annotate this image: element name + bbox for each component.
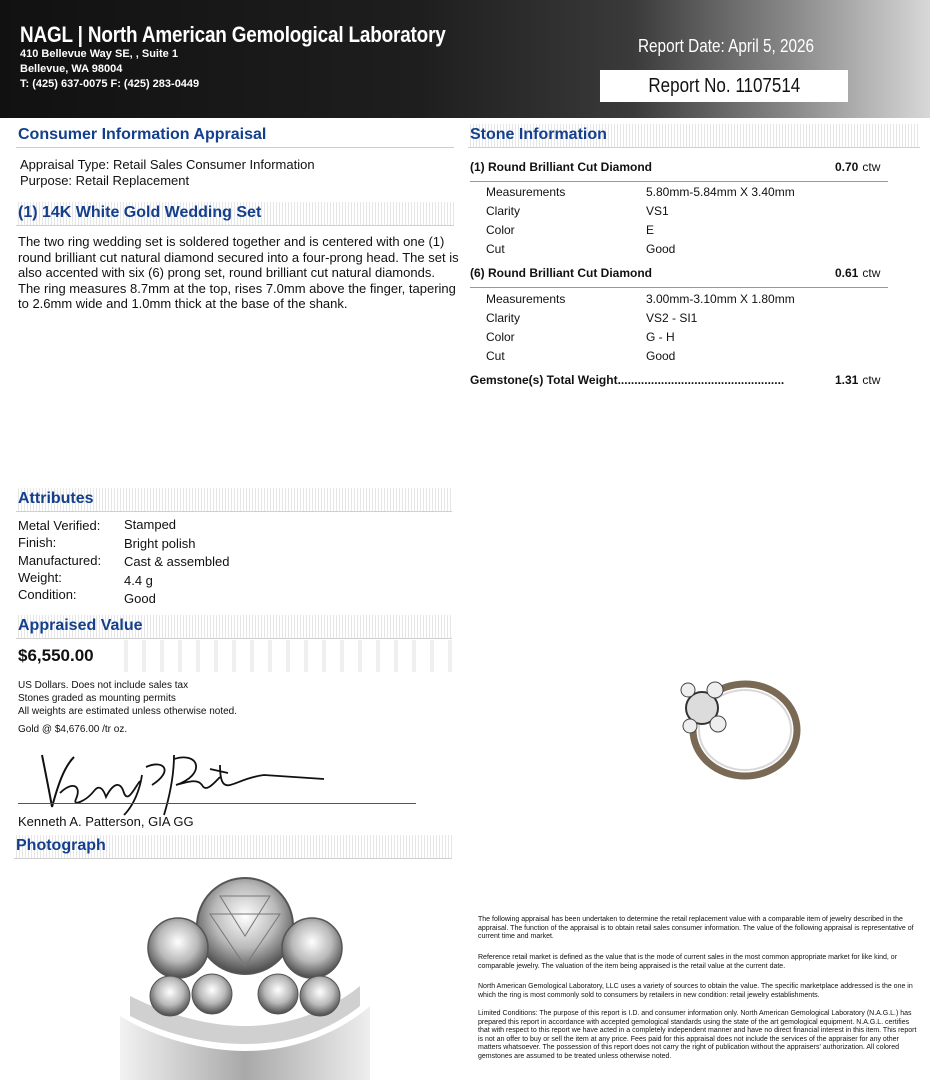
legal-paragraph: Limited Conditions: The purpose of this report is I.D. and consumer information only. North American Gemological Laboratory (N.A.G.L.) has prepared this report in accordance with accepted gemological standards using the state of the art gemological equipment. N.A.G.L. certifies that with respect to this report we have acted in a completely independent manner and have no direct financial interest in this item. This report is not an offer to buy or sell the item at any price. Fees paid for this appraisal does not include the services of the appraiser for any other matters whatsoever. The possession of this report does not carry the right of publication without the appraisers' authorization. All colored gemstones are assumed to be treated unless otherwise noted. [478,1010,917,1060]
attribute-value: Good [124,591,156,606]
stone-prop-label: Cut [486,349,505,363]
attribute-value: Bright polish [124,536,196,551]
stone-prop-label: Cut [486,242,505,256]
lab-address-line1: 410 Bellevue Way SE, , Suite 1 [20,48,178,60]
ring-photo-top [670,660,805,780]
stone-prop-value: Good [646,242,676,256]
stone-info-heading: Stone Information [468,124,920,148]
photograph-heading: Photograph [14,835,452,859]
appraisal-note: All weights are estimated unless otherwise noted. [18,706,238,717]
stone-prop-label: Measurements [486,185,566,199]
ring-photo-closeup [120,866,370,1080]
attribute-label: Manufactured: [18,553,102,568]
report-number: Report No. 1107514 [648,74,800,97]
attributes-heading: Attributes [16,488,452,512]
legal-paragraph: North American Gemological Laboratory, LLC uses a variety of sources to obtain the value. The specific marketplace addressed is the one in which the ring is most commonly sold to consumers by retailers in new condition: retail jewelry establishments. [478,983,913,999]
consumer-info-heading: Consumer Information Appraisal [16,124,454,148]
stone-prop-value: G - H [646,330,675,344]
attribute-label: Weight: [18,570,62,585]
attribute-value: Cast & assembled [124,554,230,569]
gold-price: Gold @ $4,676.00 /tr oz. [18,724,128,735]
stone-group-2-title: (6) Round Brilliant Cut Diamond 0.61 ctw [470,266,881,280]
attribute-label: Finish: [18,535,57,550]
stone-prop-value: 5.80mm-5.84mm X 3.40mm [646,185,795,199]
report-number-box [600,70,848,102]
stone-prop-label: Color [486,330,515,344]
stone-group-2-weight: 0.61 ctw [835,266,881,280]
stone-prop-label: Clarity [486,311,521,325]
attribute-label: Metal Verified: [18,518,101,533]
appraisal-type: Appraisal Type: Retail Sales Consumer Information [20,157,315,172]
lab-title: NAGL | North American Gemological Laboratory [20,22,446,47]
legal-paragraph: Reference retail market is defined as the value that is the mode of current sales in the most common appropriate market for like kind, or comparable jewelry. The valuation of the item being appraised is the retail value at the current date. [478,954,898,970]
item-description: The two ring wedding set is soldered together and is centered with one (1) round brilliant cut natural diamond secured into a four-prong head. The set is also accented with six (6) prong set, round brilliant cut natural diamonds. The ring measures 8.7mm at the top, rises 7.0mm above the finger, tapering to 2.6mm wide and 1.0mm thick at the base of the shank. [18,234,459,311]
stone-prop-value: VS1 [646,204,669,218]
attribute-label: Condition: [18,587,77,602]
lab-phone: T: (425) 637-0075 F: (425) 283-0449 [20,78,200,90]
signature-line [18,803,416,804]
appraisal-purpose: Purpose: Retail Replacement [20,173,190,188]
stone-prop-label: Color [486,223,515,237]
appraised-value-heading: Appraised Value [16,615,452,639]
stone-group-1-title: (1) Round Brilliant Cut Diamond 0.70 ctw [470,160,881,174]
stone-prop-value: 3.00mm-3.10mm X 1.80mm [646,292,795,306]
legal-paragraph: The following appraisal has been undertaken to determine the retail replacement value with a comparable item of jewelry described in the appraisal. The function of the appraisal is to obtain retail sales consumer information. The value of the following appraisal is representative of current time and market. [478,916,914,941]
appraised-value: $6,550.00 [18,646,94,665]
item-heading: (1) 14K White Gold Wedding Set [16,202,454,226]
decorative-diamond-band [110,640,452,672]
appraiser-name: Kenneth A. Patterson, GIA GG [18,814,194,829]
stone-prop-label: Measurements [486,292,566,306]
stone-group-1-weight: 0.70 ctw [835,160,881,174]
divider [470,181,888,182]
appraiser-signature [24,745,324,825]
appraisal-note: Stones graded as mounting permits [18,693,176,704]
divider [470,287,888,288]
stone-prop-value: E [646,223,655,237]
report-header [0,0,930,118]
total-weight-row: Gemstone(s) Total Weight.................................................. 1.31 ctw [470,373,881,387]
total-weight-value: 1.31 ctw [835,373,881,387]
appraisal-note: US Dollars. Does not include sales tax [18,680,189,691]
attribute-value: 4.4 g [124,573,153,588]
lab-address-line2: Bellevue, WA 98004 [20,63,123,75]
stone-prop-value: VS2 - SI1 [646,311,698,325]
attribute-value: Stamped [124,517,177,532]
report-date: Report Date: April 5, 2026 [638,36,815,56]
stone-prop-value: Good [646,349,676,363]
stone-prop-label: Clarity [486,204,521,218]
